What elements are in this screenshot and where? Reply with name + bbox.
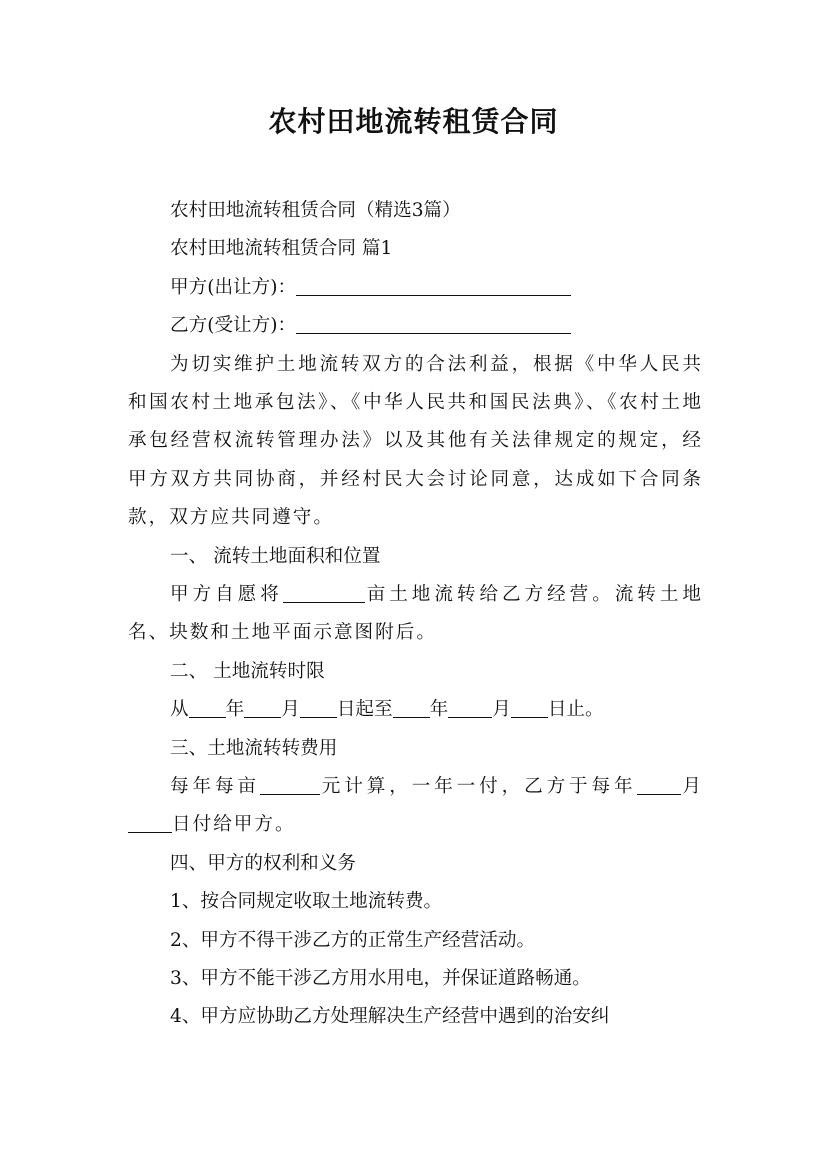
article-3-text-a: 每年每亩: [170, 775, 260, 797]
article-4-item: 2、甲方不得干涉乙方的正常生产经营活动。: [170, 929, 536, 951]
article-2-heading: 二、 土地流转时限: [170, 660, 325, 682]
start-day-blank: [300, 695, 337, 718]
party-a-line: [128, 269, 703, 307]
term-year-1: 年: [225, 699, 245, 721]
start-month-blank: [244, 695, 281, 718]
article-1-text-a: 甲方自愿将: [170, 583, 283, 605]
party-b-label: 乙方(受让方)：: [170, 315, 297, 337]
fee-per-mu-blank: [260, 772, 320, 795]
article-3-text-d: 日付给甲方。: [172, 814, 296, 836]
article-2-term-line: [128, 691, 703, 729]
end-year-blank: [393, 695, 430, 718]
subtitle: 农村田地流转租赁合同（精选3篇）: [170, 200, 461, 221]
document-body: [128, 192, 703, 1037]
article-3-text-c: 月: [680, 775, 703, 797]
party-a-label: 甲方(出让方)：: [170, 276, 297, 298]
article-3-text-b: 元计算，一年一付，乙方于每年: [319, 775, 637, 797]
article-3-text: [128, 768, 703, 845]
start-year-blank: [189, 695, 226, 718]
end-day-blank: [511, 695, 548, 718]
term-from: 从: [170, 699, 189, 721]
article-4-item: 4、甲方应协助乙方处理解决生产经营中遇到的治安纠: [170, 1006, 610, 1028]
payment-day-blank: [128, 810, 172, 833]
term-month-1: 月: [281, 699, 300, 721]
article-1-text-b: 亩土地流转给乙方经营。流转土地名、块数和土地平面示意图附后。: [128, 583, 703, 644]
document-title: 农村田地流转租赁合同: [268, 105, 559, 138]
payment-month-blank: [637, 772, 681, 795]
party-b-line: [128, 307, 703, 345]
term-year-2: 年: [429, 699, 449, 721]
article-4-item: 1、按合同规定收取土地流转费。: [170, 891, 443, 913]
term-day-1: 日起至: [336, 699, 393, 721]
preamble-paragraph: 为切实维护土地流转双方的合法利益，根据《中华人民共和国农村土地承包法》、《中华人民共和国民法典》、《农村土地承包经营权流转管理办法》以及其他有关法律规定的规定，经甲方双方共同协商，并经村民大会讨论同意，达成如下合同条款，双方应共同遵守。: [128, 353, 703, 529]
term-month-2: 月: [492, 699, 511, 721]
article-4-heading: 四、甲方的权利和义务: [170, 852, 356, 874]
article-4-item: 3、甲方不能干涉乙方用水用电，并保证道路畅通。: [170, 967, 591, 989]
acreage-blank: [283, 580, 365, 603]
term-day-2: 日止。: [547, 699, 604, 721]
end-month-blank: [448, 695, 492, 718]
party-b-blank: [296, 311, 571, 334]
article-3-heading: 三、土地流转转费用: [170, 737, 338, 759]
section-heading: 农村田地流转租赁合同 篇1: [170, 238, 393, 260]
party-a-blank: [296, 273, 571, 296]
article-1-heading: 一、 流转土地面积和位置: [170, 545, 381, 567]
article-1-text: [128, 576, 703, 653]
